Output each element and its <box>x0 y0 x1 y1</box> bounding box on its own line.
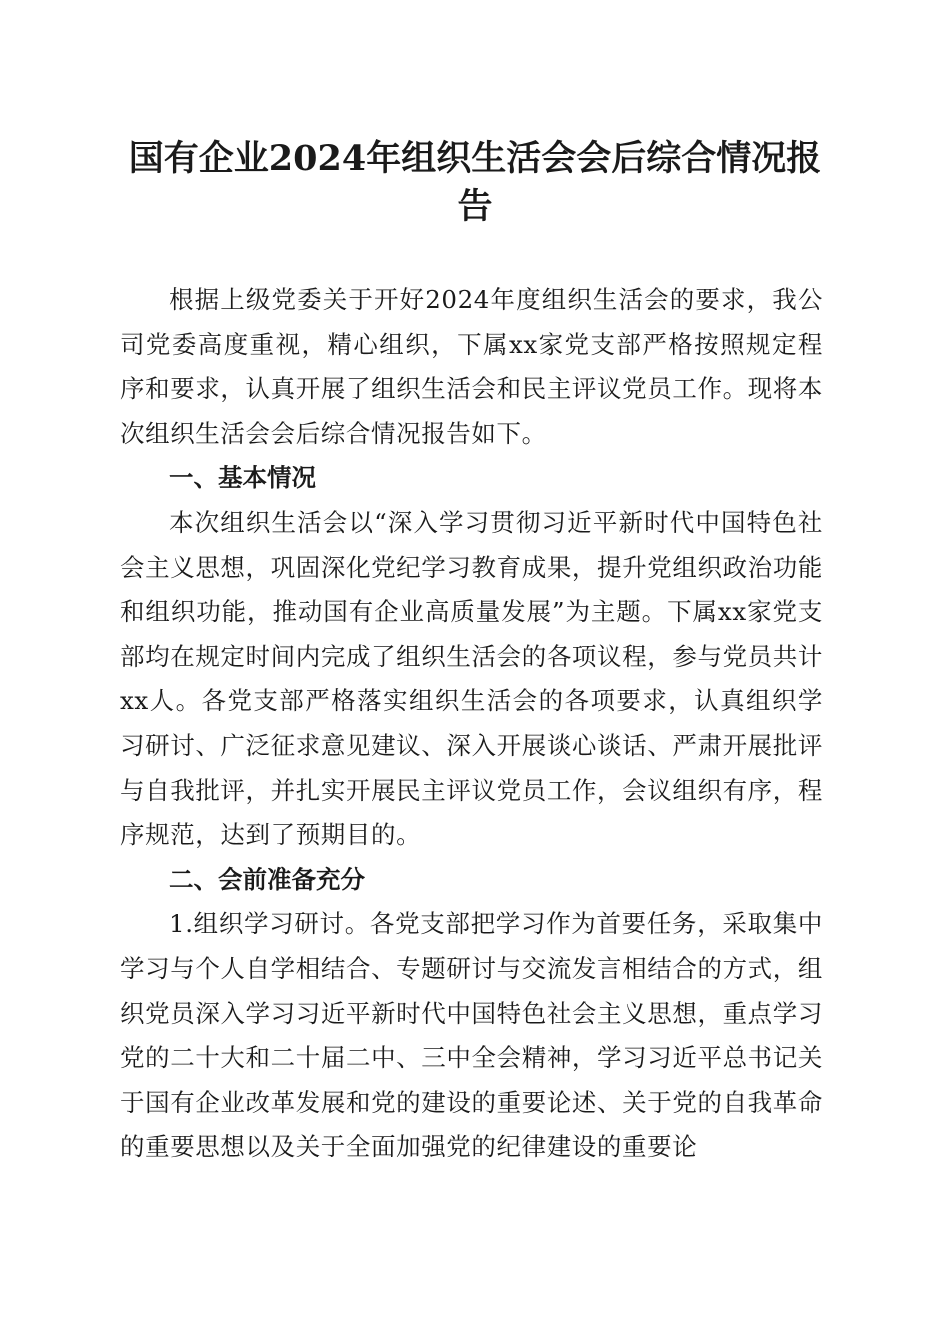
study-discussion-paragraph: 1.组织学习研讨。各党支部把学习作为首要任务，采取集中学习与个人自学相结合、专题研讨与交流发言相结合的方式，组织党员深入学习习近平新时代中国特色社会主义思想，重点学习党的二十大和二十届二中、三中全会精神，学习习近平总书记关于国有企业改革发展和党的建设的重要论述、关于党的自我革命的重要思想以及关于全面加强党的纪律建设的重要论 <box>120 909 823 1162</box>
basic-situation-paragraph: 本次组织生活会以“深入学习贯彻习近平新时代中国特色社会主义思想，巩固深化党纪学习教育成果，提升党组织政治功能和组织功能，推动国有企业高质量发展”为主题。下属xx家党支部均在规定时间内完成了组织生活会的各项议程，参与党员共计xx人。各党支部严格落实组织生活会的各项要求，认真组织学习研讨、广泛征求意见建议、深入开展谈心谈话、严肃开展批评与自我批评，并扎实开展民主评议党员工作，会议组织有序，程序规范，达到了预期目的。 <box>120 507 823 850</box>
section-heading-basic: 一、基本情况 <box>169 463 316 493</box>
document-body <box>120 278 823 1170</box>
intro-paragraph: 根据上级党委关于开好2024年度组织生活会的要求，我公司党委高度重视，精心组织，下属xx家党支部严格按照规定程序和要求，认真开展了组织生活会和民主评议党员工作。现将本次组织生活会会后综合情况报告如下。 <box>120 285 823 448</box>
section-heading-preparation: 二、会前准备充分 <box>169 864 365 894</box>
document-title: 国有企业2024年组织生活会会后综合情况报告 <box>128 138 822 227</box>
